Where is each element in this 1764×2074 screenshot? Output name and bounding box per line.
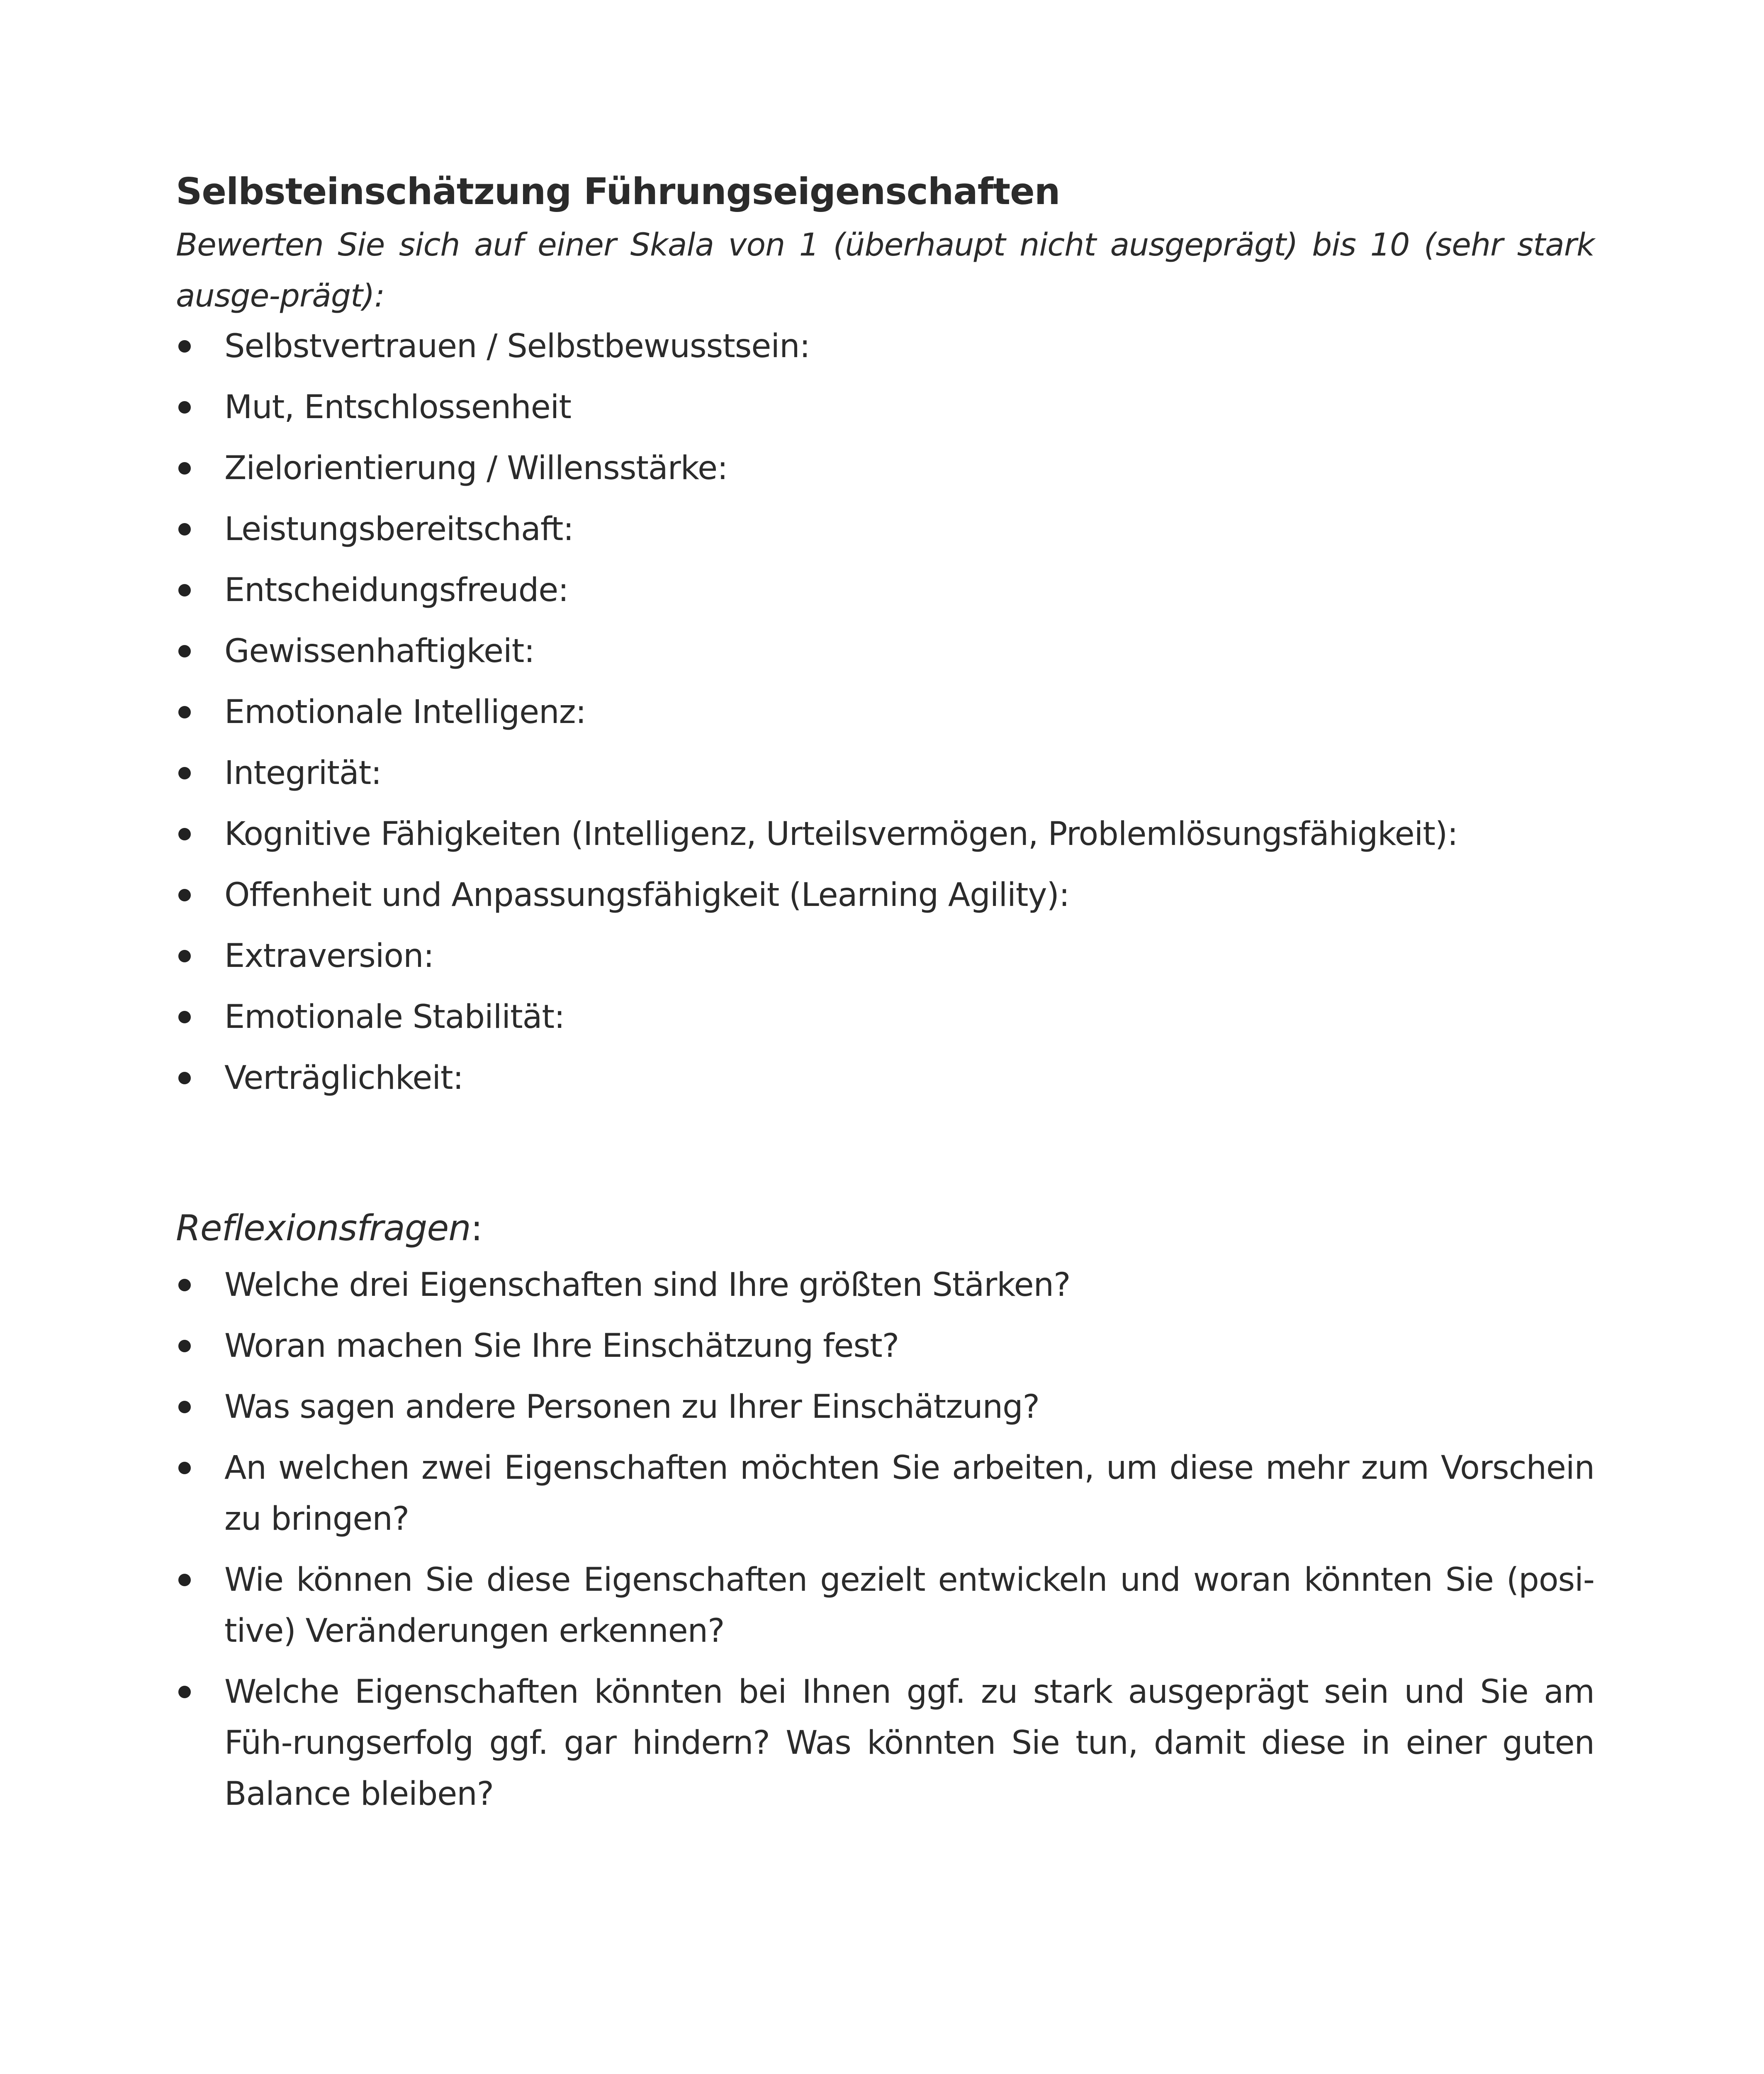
list-item bbox=[176, 809, 1594, 870]
bullet-icon bbox=[178, 1574, 191, 1586]
trait-label: Gewissenhaftigkeit: bbox=[224, 633, 535, 670]
list-item bbox=[176, 1667, 1594, 1820]
bullet-icon bbox=[178, 706, 191, 718]
rating-instruction: Bewerten Sie sich auf einer Skala von 1 (überhaupt nicht ausgeprägt) bis 10 (sehr stark ausge-prägt): bbox=[176, 226, 1594, 314]
page-content bbox=[176, 164, 1594, 1830]
list-item bbox=[176, 1260, 1594, 1311]
section-spacer bbox=[176, 1114, 1594, 1201]
traits-list bbox=[176, 321, 1594, 1114]
reflection-heading bbox=[176, 1201, 1594, 1256]
trait-label: Selbstvertrauen / Selbstbewusstsein: bbox=[224, 328, 810, 365]
question-text: Welche Eigenschaften könnten bei Ihnen ggf. zu stark ausgeprägt sein und Sie am Füh-rungserfolg ggf. gar hindern? Was könnten Sie tun, damit diese in einer guten Balance bleiben? bbox=[224, 1673, 1594, 1813]
trait-label: Integrität: bbox=[224, 755, 382, 792]
bullet-icon bbox=[178, 950, 191, 962]
bullet-icon bbox=[178, 1011, 191, 1023]
question-text: Was sagen andere Personen zu Ihrer Einschätzung? bbox=[224, 1388, 1039, 1426]
list-item bbox=[176, 321, 1594, 382]
question-text: Wie können Sie diese Eigenschaften gezielt entwickeln und woran könnten Sie (posi-tive) Veränderungen erkennen? bbox=[224, 1561, 1594, 1650]
question-text: An welchen zwei Eigenschaften möchten Sie arbeiten, um diese mehr zum Vorschein zu bringen? bbox=[224, 1449, 1594, 1538]
list-item bbox=[176, 992, 1594, 1053]
trait-label: Zielorientierung / Willensstärke: bbox=[224, 450, 728, 487]
list-item bbox=[176, 748, 1594, 809]
bullet-icon bbox=[178, 584, 191, 596]
bullet-icon bbox=[178, 401, 191, 414]
list-item bbox=[176, 870, 1594, 931]
bullet-icon bbox=[178, 1340, 191, 1352]
list-item bbox=[176, 382, 1594, 443]
trait-label: Emotionale Intelligenz: bbox=[224, 694, 586, 731]
list-item bbox=[176, 1382, 1594, 1433]
bullet-icon bbox=[178, 828, 191, 840]
bullet-icon bbox=[178, 889, 191, 901]
list-item bbox=[176, 1443, 1594, 1545]
trait-label: Leistungsbereitschaft: bbox=[224, 511, 574, 548]
bullet-icon bbox=[178, 1279, 191, 1291]
bullet-icon bbox=[178, 767, 191, 779]
bullet-icon bbox=[178, 1462, 191, 1474]
trait-label: Mut, Entschlossenheit bbox=[224, 389, 571, 426]
trait-label: Emotionale Stabilität: bbox=[224, 998, 565, 1036]
list-item bbox=[176, 687, 1594, 748]
questions-list bbox=[176, 1260, 1594, 1820]
list-item bbox=[176, 565, 1594, 626]
trait-label: Kognitive Fähigkeiten (Intelligenz, Urteilsvermögen, Problemlösungsfähigkeit): bbox=[224, 815, 1458, 853]
bullet-icon bbox=[178, 340, 191, 353]
trait-label: Extraversion: bbox=[224, 937, 434, 975]
list-item bbox=[176, 1053, 1594, 1114]
list-item bbox=[176, 504, 1594, 565]
question-text: Welche drei Eigenschaften sind Ihre größten Stärken? bbox=[224, 1266, 1071, 1304]
list-item bbox=[176, 931, 1594, 992]
bullet-icon bbox=[178, 523, 191, 536]
bullet-icon bbox=[178, 1072, 191, 1084]
bullet-icon bbox=[178, 1401, 191, 1413]
list-item bbox=[176, 626, 1594, 687]
section-heading: Selbsteinschätzung Führungseigenschaften bbox=[176, 170, 1060, 213]
bullet-icon bbox=[178, 1686, 191, 1698]
trait-label: Offenheit und Anpassungsfähigkeit (Learning Agility): bbox=[224, 876, 1070, 914]
list-item bbox=[176, 443, 1594, 504]
bullet-icon bbox=[178, 645, 191, 657]
question-text: Woran machen Sie Ihre Einschätzung fest? bbox=[224, 1327, 899, 1365]
list-item bbox=[176, 1555, 1594, 1657]
list-item bbox=[176, 1321, 1594, 1372]
bullet-icon bbox=[178, 462, 191, 475]
reflection-colon: : bbox=[470, 1207, 482, 1249]
reflection-title: Reflexionsfragen bbox=[176, 1207, 471, 1249]
trait-label: Entscheidungsfreude: bbox=[224, 572, 569, 609]
trait-label: Verträglichkeit: bbox=[224, 1059, 463, 1097]
